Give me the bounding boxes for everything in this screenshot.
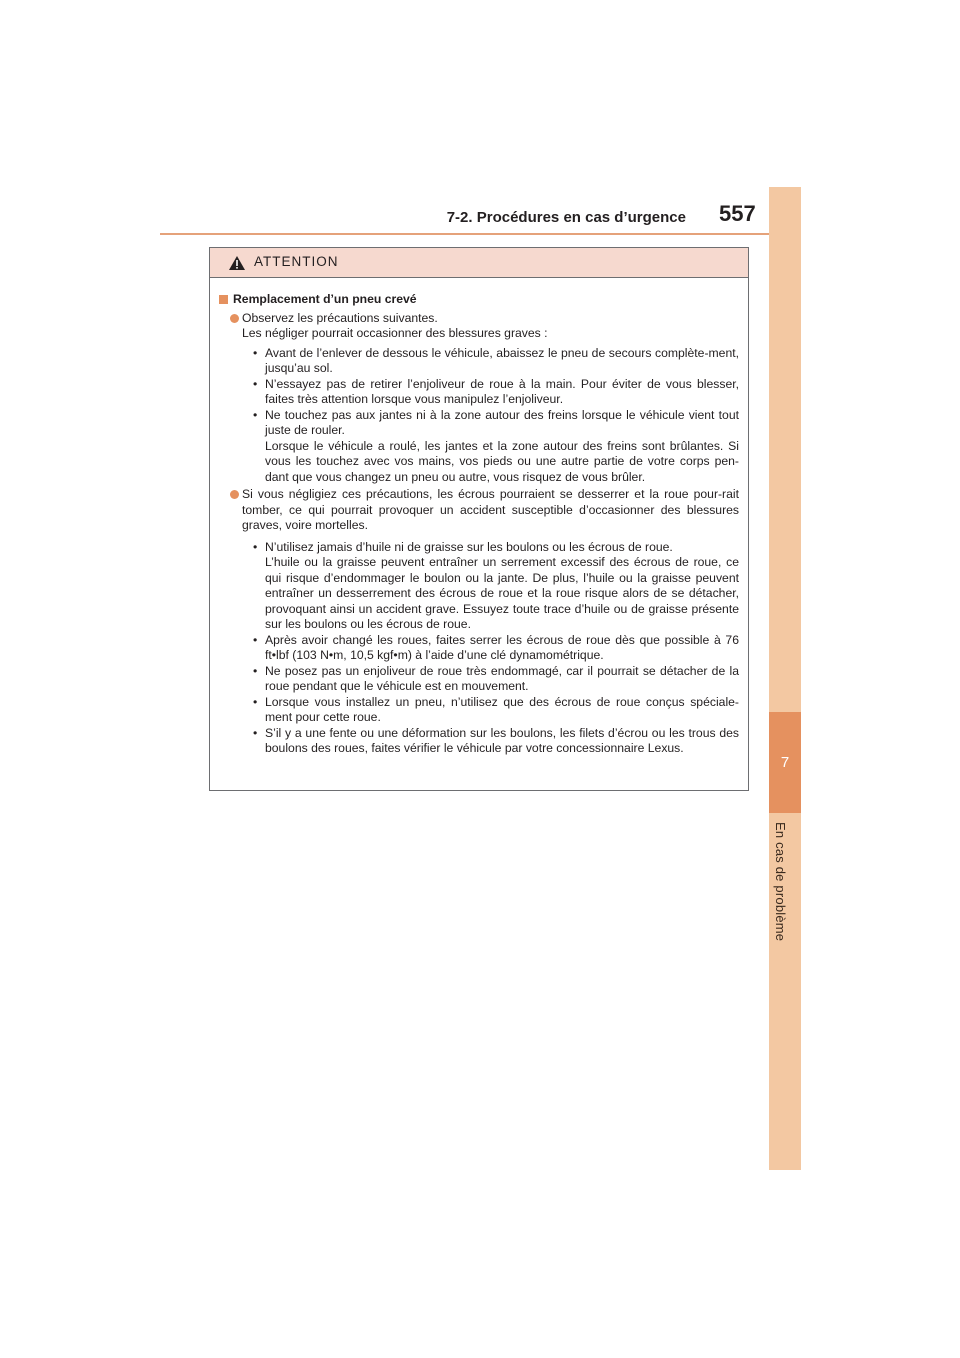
- page-number: 557: [719, 201, 756, 226]
- list-item: • Avant de l’enlever de dessous le véhicule, abaissez le pneu de secours complète-ment, jusqu’au sol.: [253, 345, 739, 375]
- bullet-text: Lorsque vous installez un pneu, n’utilisez que des écrous de roue conçus spéciale-ment pour cette roue.: [265, 694, 739, 724]
- bullet-text: Ne posez pas un enjoliveur de roue très endommagé, car il pourrait se détacher de la roue pendant que le véhicule est en mouvement.: [265, 663, 739, 693]
- list-item: • S’il y a une fente ou une déformation sur les boulons, les filets d’écrou ou les trous des boulons des roues, faites vérifier le véhicule par votre concessionnaire Lexus.: [253, 725, 739, 755]
- bullet-text: N’utilisez jamais d’huile ni de graisse sur les boulons ou les écrous de roue.: [265, 539, 673, 554]
- square-bullet-icon: [219, 295, 228, 304]
- list-item: • N’utilisez jamais d’huile ni de graisse sur les boulons ou les écrous de roue. L’huile ou la graisse peuvent entraîner un serrement excessif des écrous de roue, ce qui risque d’endommager le boulon ou la jante. De plus, l’huile ou la graisse peuvent entraîner un desserrement des écrous de roue et la roue risque alors de se détacher, provoquant ainsi un accident grave. Essuyez toute trace d’huile ou de graisse présente sur les boulons ou les écrous de roue.: [253, 539, 739, 631]
- warning-header: [210, 248, 748, 278]
- bullet-extra: Lorsque le véhicule a roulé, les jantes et la zone autour des freins sont brûlantes. Si vous les touchez avec vos mains, vos pieds ou une autre partie de votre corps pen-dant que vous changez un pneu ou autre, vous risquez de vous brûler.: [265, 438, 739, 484]
- chapter-sidebar: [769, 187, 801, 1170]
- item-intro: Observez les précautions suivantes.: [242, 310, 438, 325]
- warning-box: [209, 247, 749, 791]
- warning-subhead: [219, 292, 739, 308]
- circle-bullet-icon: [230, 314, 239, 323]
- subhead-text: Remplacement d’un pneu crevé: [233, 292, 417, 306]
- bullet-text: Ne touchez pas aux jantes ni à la zone autour des freins lorsque le véhicule vient tout juste de rouler.: [265, 407, 739, 437]
- list-item: • N’essayez pas de retirer l’enjoliveur de roue à la main. Pour éviter de vous blesser, faites très attention lorsque vous manipulez l’enjoliveur.: [253, 376, 739, 406]
- bullet-list: [253, 346, 739, 486]
- list-item: • Ne posez pas un enjoliveur de roue très endommagé, car il pourrait se détacher de la roue pendant que le véhicule est en mouvement.: [253, 663, 739, 693]
- warning-body: [210, 278, 748, 757]
- bullet-extra: L’huile ou la graisse peuvent entraîner un serrement excessif des écrous de roue, ce qui risque d’endommager le boulon ou la jante. De plus, l’huile ou la graisse peuvent entraîner un desserrement des écrous de roue et la roue risque alors de se détacher, provoquant ainsi un accident grave. Essuyez toute trace d’huile ou de graisse présente sur les boulons ou les écrous de roue.: [265, 555, 739, 631]
- header-rule: [160, 233, 800, 235]
- bullet-text: Après avoir changé les roues, faites serrer les écrous de roue dès que possible à 76 ft•lbf (103 N•m, 10,5 kgf•m) à l’aide d’une clé dynamométrique.: [265, 632, 739, 662]
- bullet-text: Avant de l’enlever de dessous le véhicule, abaissez le pneu de secours complète-ment, jusqu’au sol.: [265, 345, 739, 375]
- item-intro: Si vous négligiez ces précautions, les écrous pourraient se desserrer et la roue pour-rait tomber, ce qui pourrait provoquer un accident susceptible d’occasionner des blessures graves, voire mortelles.: [242, 487, 739, 532]
- chapter-title: En cas de problème: [773, 822, 788, 942]
- section-title: 7-2. Procédures en cas d’urgence: [446, 209, 686, 226]
- list-item: • Ne touchez pas aux jantes ni à la zone autour des freins lorsque le véhicule vient tout juste de rouler. Lorsque le véhicule a roulé, les jantes et la zone autour des freins sont brûlantes. Si vous les touchez avec vos mains, vos pieds ou une autre partie de votre corps pen-dant que vous changez un pneu ou autre, vous risquez de vous brûler.: [253, 407, 739, 484]
- item-intro-2: Les négliger pourrait occasionner des blessures graves :: [242, 326, 548, 340]
- list-item: • Après avoir changé les roues, faites serrer les écrous de roue dès que possible à 76 ft•lbf (103 N•m, 10,5 kgf•m) à l’aide d’une clé dynamométrique.: [253, 632, 739, 662]
- bullet-text: S’il y a une fente ou une déformation sur les boulons, les filets d’écrou ou les trous des boulons des roues, faites vérifier le véhicule par votre concessionnaire Lexus.: [265, 725, 739, 755]
- bullet-list: [253, 540, 739, 757]
- bullet-text: N’essayez pas de retirer l’enjoliveur de roue à la main. Pour éviter de vous blesser, faites très attention lorsque vous manipulez l’enjoliveur.: [265, 376, 739, 406]
- chapter-number: 7: [780, 754, 790, 771]
- precaution-item: [230, 487, 739, 534]
- warning-triangle-icon: [228, 255, 246, 271]
- list-item: • Lorsque vous installez un pneu, n’utilisez que des écrous de roue conçus spéciale-ment pour cette roue.: [253, 694, 739, 724]
- warning-label: ATTENTION: [254, 254, 339, 269]
- circle-bullet-icon: [230, 490, 239, 499]
- precaution-item: [230, 311, 739, 342]
